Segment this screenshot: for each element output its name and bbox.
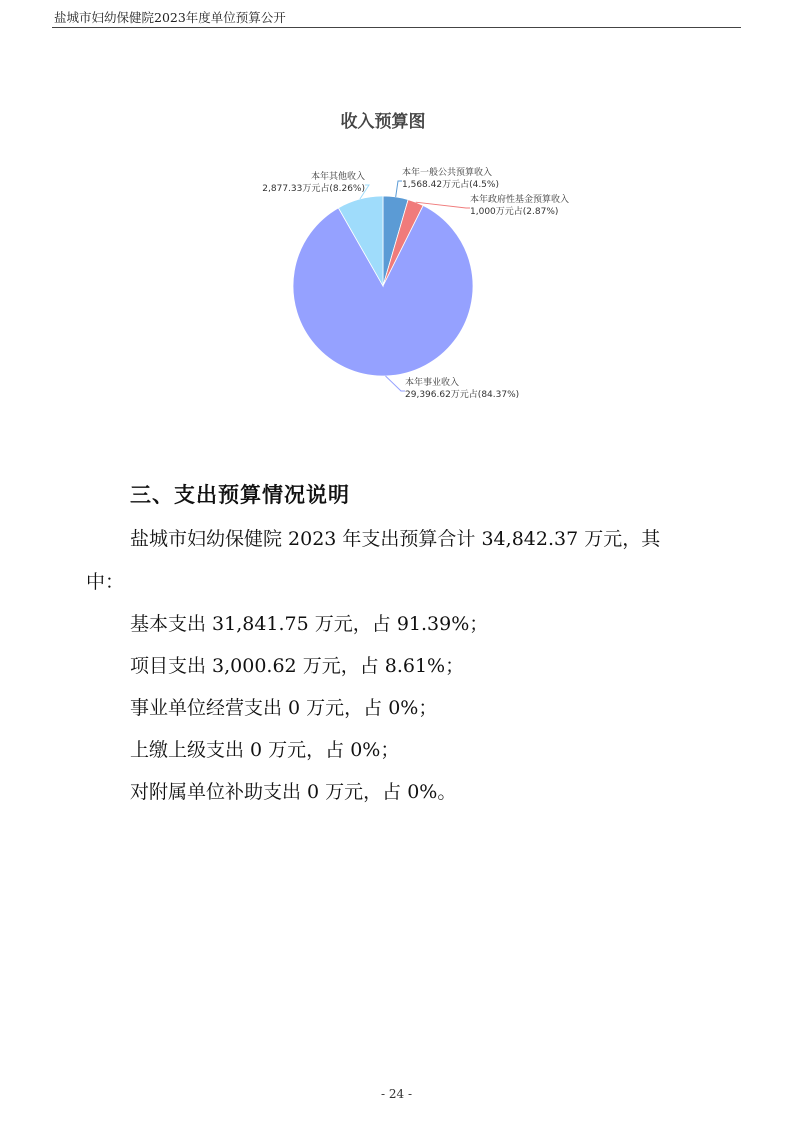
page-number: - 24 - [380, 1087, 412, 1101]
chart-title: 收入预算图 [340, 112, 426, 132]
list-item: 上缴上级支出 0 万元，占 0%； [130, 739, 400, 761]
page-header-title: 盐城市妇幼保健院2023年度单位预算公开 [54, 10, 286, 25]
pie-label-value: 1,000万元占(2.87%) [470, 207, 559, 217]
pie-label-name: 本年其他收入 [310, 172, 365, 182]
income-budget-pie-chart [0, 0, 793, 420]
summary-line-continued: 中： [86, 571, 125, 593]
pie-leader-line [386, 376, 405, 391]
list-item: 事业单位经营支出 0 万元，占 0%； [130, 697, 438, 719]
list-item: 对附属单位补助支出 0 万元，占 0%。 [130, 781, 457, 803]
pie-label-name: 本年一般公共预算收入 [402, 168, 493, 178]
pie-label-name: 本年事业收入 [405, 378, 460, 388]
list-item: 基本支出 31,841.75 万元，占 91.39%； [130, 613, 489, 635]
pie-label-name: 本年政府性基金预算收入 [470, 195, 570, 205]
list-item: 项目支出 3,000.62 万元，占 8.61%； [130, 655, 465, 677]
section-heading: 三、支出预算情况说明 [130, 483, 350, 507]
pie-label-value: 2,877.33万元占(8.26%) [262, 184, 365, 194]
summary-line: 盐城市妇幼保健院 2023 年支出预算合计 34,842.37 万元，其 [130, 528, 661, 550]
pie-label-value: 29,396.62万元占(84.37%) [405, 390, 520, 400]
pie-label-value: 1,568.42万元占(4.5%) [402, 180, 499, 190]
